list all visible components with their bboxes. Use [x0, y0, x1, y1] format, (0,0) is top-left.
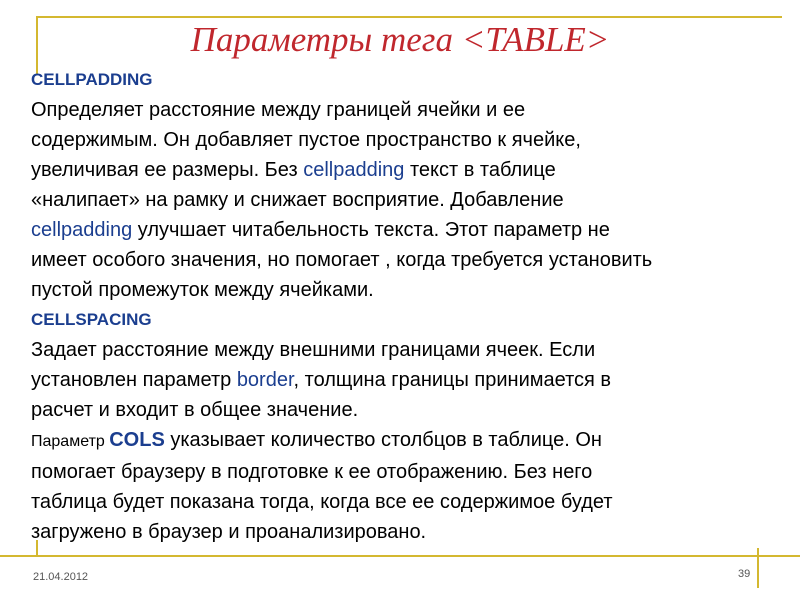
text-run: установлен параметр — [31, 369, 237, 391]
cols-line-4: загружено в браузер и проанализировано. — [31, 521, 427, 543]
slide-title: Параметры тега <TABLE> — [190, 20, 610, 59]
right-border-line — [757, 548, 759, 588]
cellspacing-line-1: Задает расстояние между внешними границами ячеек. Если — [31, 339, 596, 361]
cellpadding-line-1: Определяет расстояние между границей ячейки и ее — [31, 99, 526, 121]
cellpadding-line-4: «налипает» на рамку и снижает восприятие. Добавление — [31, 189, 564, 211]
cellpadding-line-5 — [31, 215, 796, 245]
text-run: указывает количество столбцов в таблице. Он — [164, 429, 602, 451]
cellpadding-term: cellpadding — [303, 159, 405, 181]
text-run: Параметр — [31, 433, 110, 450]
cols-term: COLS — [109, 429, 165, 451]
cellpadding-line-2: содержимым. Он добавляет пустое пространство к ячейке, — [31, 129, 581, 151]
text-run: , толщина границы принимается в — [293, 369, 612, 391]
bottom-border-line — [0, 555, 800, 557]
cols-line-3: таблица будет показана тогда, когда все ее содержимое будет — [31, 491, 613, 513]
cellspacing-line-2 — [31, 365, 796, 395]
cellspacing-line-3: расчет и входит в общее значение. — [31, 399, 359, 421]
cellspacing-heading: CELLSPACING — [31, 310, 152, 329]
border-term: border — [236, 369, 294, 391]
slide-content — [31, 65, 796, 547]
cellpadding-line-3 — [31, 155, 796, 185]
cellpadding-line-7: пустой промежуток между ячейками. — [31, 279, 374, 301]
text-run: улучшает читабельность текста. Этот параметр не — [132, 219, 610, 241]
page-number: 39 — [738, 568, 751, 580]
top-border-line — [36, 16, 782, 18]
cols-line-2: помогает браузеру в подготовке к ее отображению. Без него — [31, 461, 593, 483]
text-run: текст в таблице — [404, 159, 556, 181]
cellpadding-term: cellpadding — [31, 219, 133, 241]
cols-line-1 — [31, 425, 796, 457]
slide-date: 21.04.2012 — [33, 571, 89, 583]
text-run: увеличивая ее размеры. Без — [31, 159, 304, 181]
cellpadding-heading: CELLPADDING — [31, 70, 153, 89]
cellpadding-line-6: имеет особого значения, но помогает , когда требуется установить — [31, 249, 653, 271]
